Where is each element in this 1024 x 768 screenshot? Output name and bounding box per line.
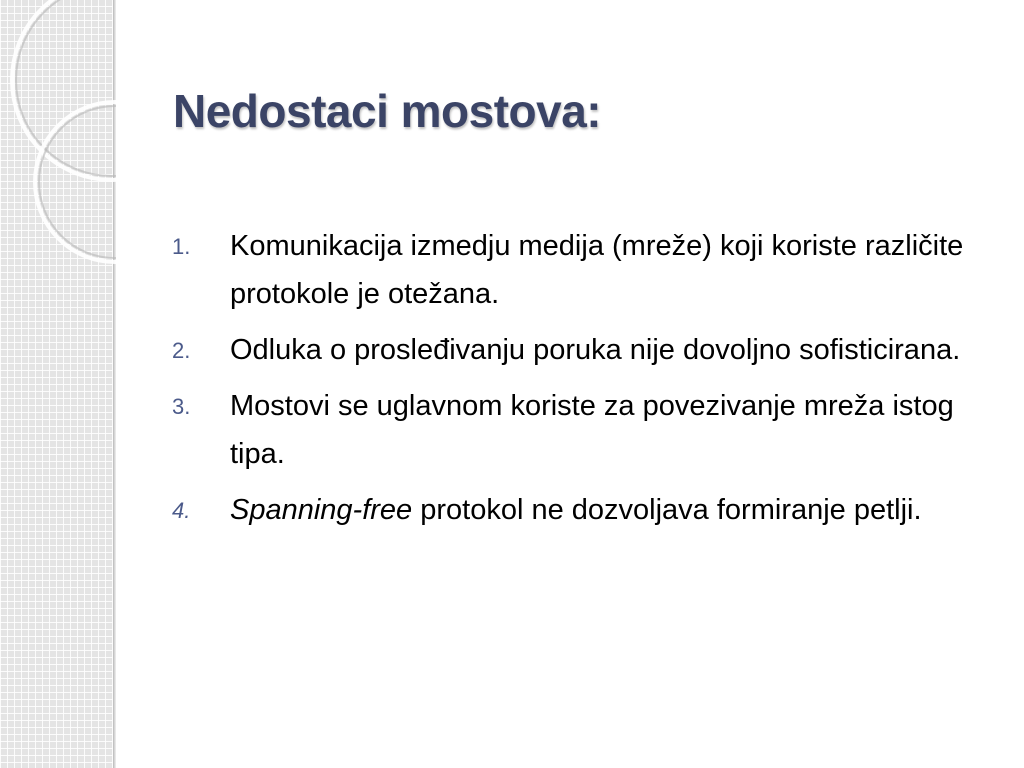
list-item (172, 222, 992, 318)
list-item-italic-term: Spanning-free (230, 494, 413, 526)
list-item-text: Odluka o prosleđivanju poruka nije dovoljno sofisticirana. (230, 334, 961, 366)
decorative-circle-large-shadow (16, 0, 116, 176)
numbered-list (172, 222, 992, 542)
list-item-text: Mostovi se uglavnom koriste za povezivanje mreža istog tipa. (230, 390, 954, 470)
decorative-circle-small-shadow (39, 106, 116, 258)
list-item-number: 4. (172, 498, 191, 523)
list-item-text: Komunikacija izmedju medija (mreže) koji koriste različite protokole je otežana. (230, 230, 964, 310)
list-item (172, 382, 992, 478)
slide-title: Nedostaci mostova: (173, 85, 602, 137)
list-item-number: 3. (172, 394, 191, 419)
decorative-circle-small (35, 102, 116, 262)
list-item-number: 2. (172, 338, 191, 363)
list-item (172, 326, 992, 374)
decorative-circle-large (12, 0, 116, 180)
list-item (172, 486, 992, 534)
list-item-number: 1. (172, 234, 191, 259)
decorative-circles (0, 0, 116, 300)
list-item-text: protokol ne dozvoljava formiranje petlji. (412, 494, 922, 526)
